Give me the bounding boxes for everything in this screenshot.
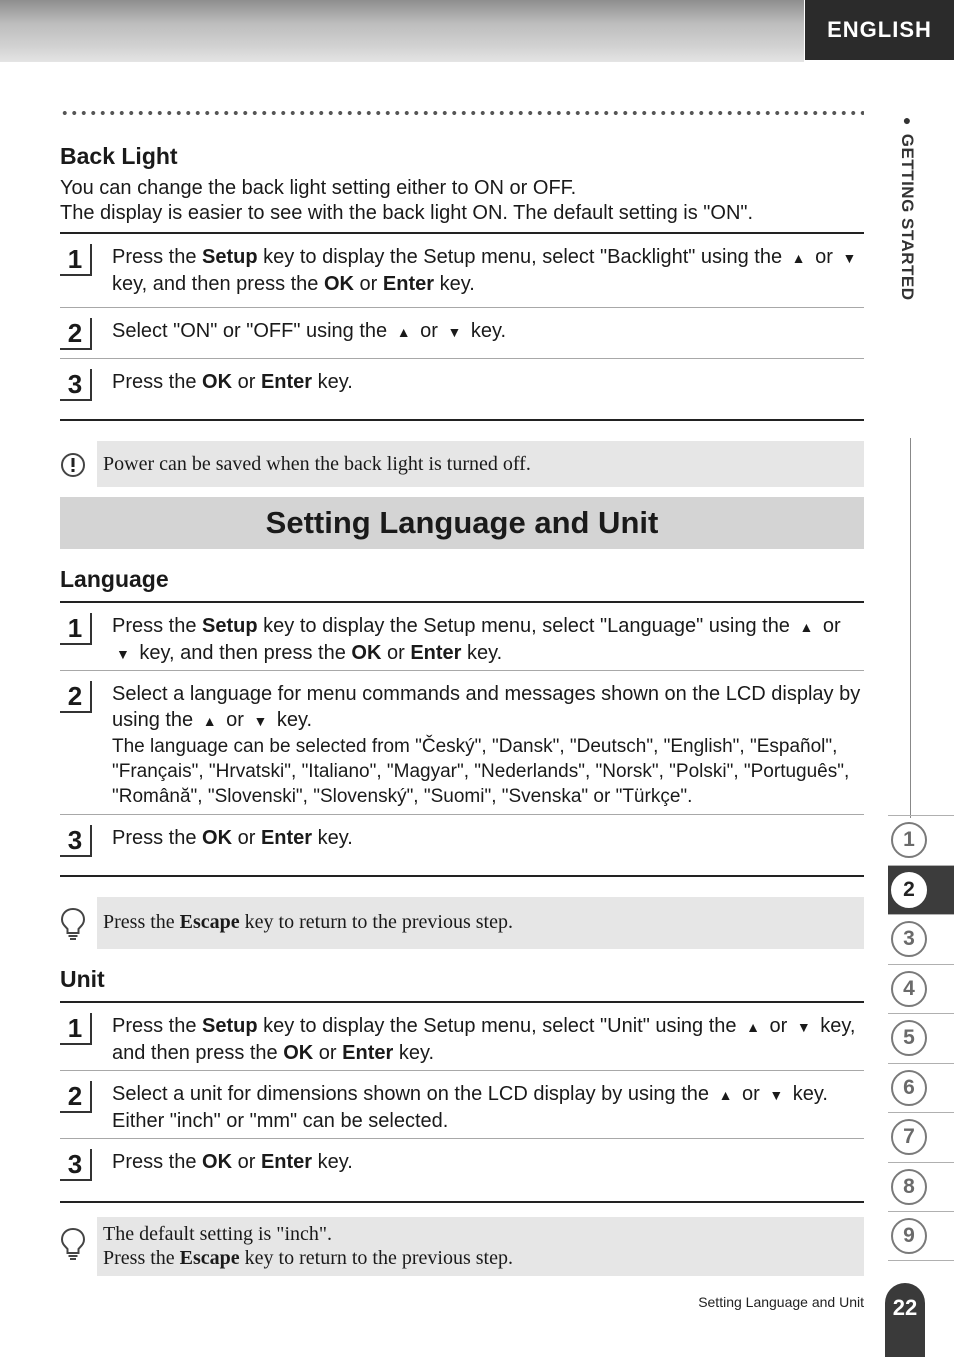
step-text: Select a unit for dimensions shown on the LCD display by using the ▲ or ▼ key. Either "inch" or "mm" can be selected.: [112, 1081, 864, 1128]
chapter-tab-5[interactable]: [888, 1013, 954, 1063]
step-number: 2: [60, 318, 92, 350]
step: [60, 1071, 864, 1139]
chapter-number: 6: [891, 1070, 927, 1106]
up-arrow-icon: ▲: [202, 713, 217, 729]
step-number: 3: [60, 1149, 92, 1181]
step-number: 2: [60, 681, 92, 713]
note-text: Press the Escape key to return to the previous step.: [97, 897, 864, 949]
side-label-text: GETTING STARTED: [898, 133, 917, 301]
backlight-heading: Back Light: [60, 143, 178, 169]
chapter-tab-6[interactable]: [888, 1063, 954, 1113]
chapter-tab-4[interactable]: [888, 964, 954, 1014]
step-text: Press the OK or Enter key.: [112, 371, 353, 393]
up-arrow-icon: ▲: [718, 1087, 733, 1103]
chapter-number: 5: [891, 1020, 927, 1056]
down-arrow-icon: ▼: [769, 1087, 784, 1103]
step: [60, 671, 864, 815]
up-arrow-icon: ▲: [746, 1019, 760, 1035]
intro-line: The display is easier to see with the back light ON. The default setting is "ON".: [60, 202, 754, 224]
down-arrow-icon: ▼: [796, 1019, 811, 1035]
lightbulb-icon: [60, 1217, 97, 1276]
down-arrow-icon: ▼: [842, 250, 857, 266]
step: [60, 603, 864, 671]
header-banner: [0, 0, 804, 62]
chapter-index: [888, 815, 954, 1261]
note-text: Power can be saved when the back light is turned off.: [97, 441, 864, 487]
chapter-number: 8: [891, 1169, 927, 1205]
step-text: Press the OK or Enter key.: [112, 827, 353, 849]
note-text: The default setting is "inch". Press the Escape key to return to the previous step.: [97, 1217, 864, 1276]
step: [60, 234, 864, 308]
step-number: 1: [60, 613, 92, 645]
down-arrow-icon: ▼: [116, 646, 130, 662]
step-text: Press the Setup key to display the Setup menu, select "Backlight" using the ▲ or ▼ key, and then press the OK or Enter key.: [112, 246, 857, 295]
intro-line: You can change the back light setting either to ON or OFF.: [60, 177, 577, 199]
step: [60, 359, 864, 419]
step-text: Press the OK or Enter key.: [112, 1151, 353, 1173]
step: [60, 1139, 864, 1201]
step-number: 1: [60, 244, 92, 276]
step-number: 1: [60, 1013, 92, 1045]
side-rule: [910, 438, 911, 818]
up-arrow-icon: ▲: [791, 250, 806, 266]
step-text: Select a language for menu commands and messages shown on the LCD display by using the ▲ or ▼ key. The language can be selected from "Český", "Dansk", "Deutsch", "English", "Español", "Français", "Hrvatski", "Italiano", "Magyar", "Nederlands", "Norsk", "Polski", "Português", "Română", "Slovenski", "Slovenský", "Suomi", "Svenska" or "Türkçe".: [112, 681, 864, 804]
section-title: Setting Language and Unit: [60, 497, 864, 549]
unit-steps: [60, 1001, 864, 1203]
language-steps: [60, 601, 864, 877]
step: [60, 1003, 864, 1071]
chapter-tab-7[interactable]: [888, 1112, 954, 1162]
step-text: Press the Setup key to display the Setup menu, select "Unit" using the ▲ or ▼ key, and then press the OK or Enter key.: [112, 1015, 856, 1064]
step: [60, 815, 864, 875]
chapter-tab-1[interactable]: [888, 815, 954, 865]
dotted-divider: [60, 110, 864, 116]
footer-section-name: Setting Language and Unit: [698, 1294, 864, 1310]
step-number: 2: [60, 1081, 92, 1113]
step-text: Press the Setup key to display the Setup menu, select "Language" using the ▲ or ▼ key, and then press the OK or Enter key.: [112, 613, 864, 660]
chapter-number: 7: [891, 1119, 927, 1155]
chapter-tab-3[interactable]: [888, 914, 954, 964]
page-number: 22: [885, 1283, 925, 1357]
warning-icon: [60, 441, 97, 487]
unit-options: Either "inch" or "mm" can be selected.: [112, 1110, 449, 1132]
step-number: 3: [60, 825, 92, 857]
side-section-label: [893, 112, 917, 342]
language-heading: Language: [60, 566, 169, 592]
up-arrow-icon: ▲: [396, 324, 411, 340]
backlight-intro: [60, 176, 864, 226]
chapter-number: 3: [891, 921, 927, 957]
language-list: The language can be selected from "Český", "Dansk", "Deutsch", "English", "Español", "Français", "Hrvatski", "Italiano", "Magyar", "Nederlands", "Norsk", "Polski", "Português", "Română", "Slovenski", "Slovenský", "Suomi", "Svenska" or "Türkçe".: [112, 736, 850, 807]
chapter-number: 1: [891, 822, 927, 858]
chapter-number: 2: [891, 872, 927, 908]
chapter-tab-8[interactable]: [888, 1162, 954, 1212]
chapter-number: 4: [891, 971, 927, 1007]
unit-hint: [60, 1217, 864, 1276]
backlight-steps: [60, 232, 864, 421]
down-arrow-icon: ▼: [253, 713, 268, 729]
down-arrow-icon: ▼: [447, 324, 462, 340]
language-tab: ENGLISH: [805, 0, 954, 60]
main-content: [60, 140, 864, 1276]
lightbulb-icon: [60, 897, 97, 949]
up-arrow-icon: ▲: [799, 619, 814, 635]
step-number: 3: [60, 369, 92, 401]
bullet-icon: ●: [899, 112, 915, 129]
language-hint: [60, 897, 864, 949]
chapter-number: 9: [891, 1218, 927, 1254]
step-text: Select "ON" or "OFF" using the ▲ or ▼ key.: [112, 318, 864, 348]
backlight-note: [60, 441, 864, 487]
chapter-tab-2[interactable]: [888, 865, 954, 915]
step: [60, 308, 864, 359]
unit-heading: Unit: [60, 966, 105, 992]
chapter-tab-9[interactable]: [888, 1211, 954, 1261]
